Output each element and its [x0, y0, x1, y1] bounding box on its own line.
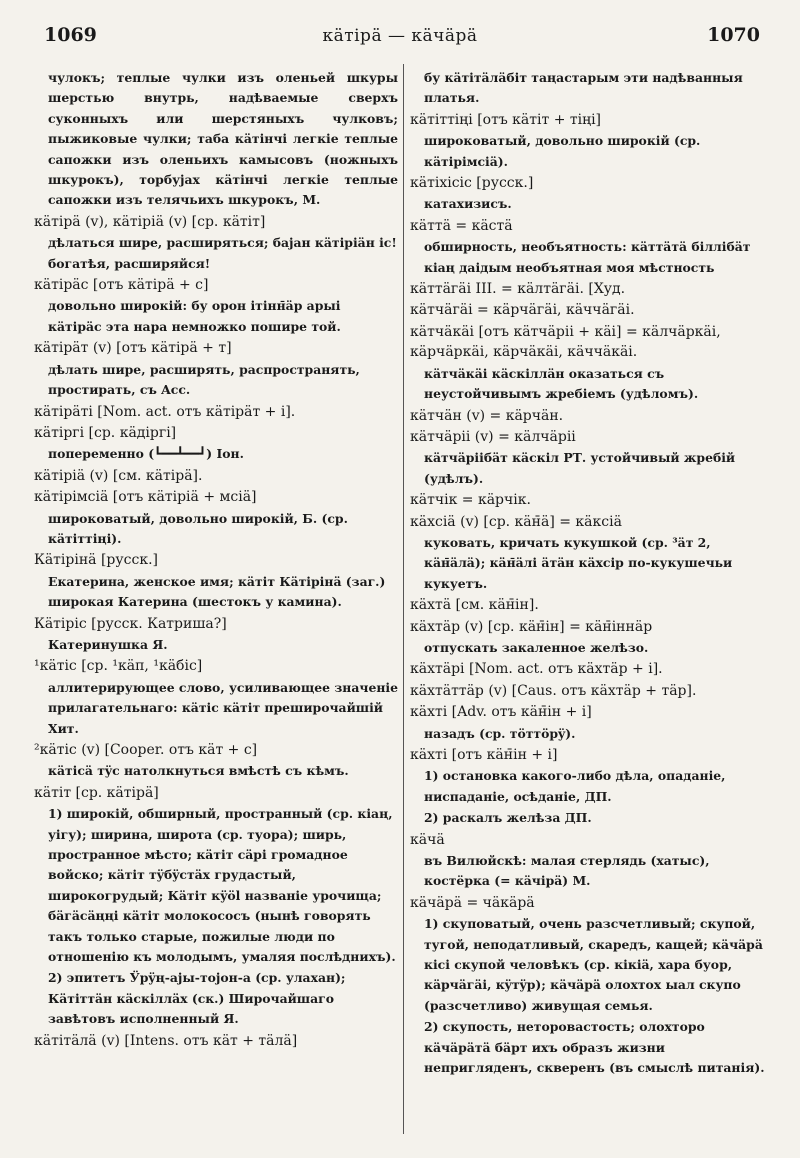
- definition-text: отпускать закаленное желѣзо.: [424, 639, 649, 655]
- headword-entry: ¹кäтiс [ср. ¹кäп, ¹кäбiс]: [34, 658, 203, 675]
- running-title: кäтiрä — кäчäрä: [322, 26, 478, 46]
- headword-entry: кäтiрäс [отъ кäтiрä + с]: [34, 277, 209, 294]
- page-number-right: 1070: [707, 24, 760, 46]
- headword-entry: кäчä: [410, 831, 445, 848]
- definition-text: дѣлаться шире, расширяться; баjан кäтiрiäн iс! богатѣя, расширяйся!: [48, 235, 397, 271]
- definition-text: катахизисъ.: [424, 196, 512, 212]
- page-header: [0, 24, 800, 54]
- definition-text: кäтчäрiiбäт кäскiл РТ. устойчивый жребiй (удѣлъ).: [424, 450, 736, 486]
- headword-entry: кäтiрäт (v) [отъ кäтiрä + т]: [34, 340, 232, 357]
- definition-text: 1) остановка какого-либо дѣла, опаданiе, ниспаданiе, осѣданiе, ДП.: [424, 768, 726, 804]
- definition-text: Екатерина, женское имя; кäтiт Кäтiрiнä (заг.) широкая Катерина (шестокъ у камина).: [48, 573, 386, 610]
- definition-text: кäтчäкäi кäскiллäн оказаться съ неустойчивымъ жребiемъ (удѣломъ).: [424, 365, 699, 402]
- headword-entry: кäхтäттäр (v) [Caus. отъ кäхтäр + тäр].: [410, 682, 697, 699]
- headword-entry: Кäтiрiнä [русск.]: [34, 552, 158, 569]
- page-number-left: 1069: [44, 24, 97, 46]
- definition-text: 2) скупость, неторовастость; олохторо кäчäрäтä бäрт ихъ образъ жизни непригляденъ, скверенъ (въ смыслѣ питанiя).: [424, 1019, 765, 1076]
- definition-text: попеременно (┗━━┻━━┛) Іон.: [48, 446, 244, 462]
- headword-entry: кäтчäкäi [отъ кäтчäрii + кäi] = кäлчäркäi, кäрчäркäi, кäрчäкäi, кäччäкäi.: [410, 323, 721, 361]
- headword-entry: кäтiрäтi [Nom. act. отъ кäтiрäт + i].: [34, 403, 296, 420]
- left-column: [34, 68, 398, 1138]
- headword-entry: кäтчiк = кäрчiк.: [410, 492, 531, 509]
- headword-entry: кäхтi [отъ кäн̄iн + i]: [410, 747, 558, 763]
- headword-entry: кäчäрä = чäкäрä: [410, 894, 535, 911]
- headword-entry: кäтiтäлä (v) [Intens. отъ кäт + тäлä]: [34, 1032, 298, 1049]
- definition-text: 2) эпитетъ Ӱрÿң-аjы-тоjон-а (ср. улахан); Кäтiттäн кäскiллäх (ск.) Широчайшаго завѣтовъ исполненный Я.: [48, 970, 346, 1027]
- definition-text: широковатый, довольно широкiй, Б. (ср. кäтiттiңi).: [48, 510, 348, 546]
- headword-entry: кäхтä [см. кäн̄iн].: [410, 597, 539, 614]
- headword-entry: ²кäтiс (v) [Cooper. отъ кäт + с]: [34, 742, 258, 758]
- definition-text: широковатый, довольно широкiй (ср. кäтiрiмсiä).: [424, 133, 701, 169]
- headword-entry: кäтiрiмсiä [отъ кäтiрiä + мсiä]: [34, 489, 257, 506]
- definition-text: довольно широкiй: бу орон iтiнн̄äр арыi кäтiрäс эта нара немножко пошире той.: [48, 298, 341, 334]
- headword-entry: кäхтäр (v) [ср. кäн̄iн] = кäн̄iннäр: [410, 618, 653, 635]
- definition-text: бу кäтiтäлäбiт таңастарым эти надѣванныя платья.: [424, 70, 743, 106]
- headword-entry: Кäтiрiс [русск. Катриша?]: [34, 615, 227, 632]
- definition-text: куковать, кричать кукушкой (ср. ³äт 2, кäн̄äлä); кäн̄äлi äтäн кäхсiр по-кукушечьи кукуетъ.: [424, 534, 733, 591]
- headword-entry: кäтiхiсiс [русск.]: [410, 175, 534, 192]
- headword-entry: кäтчäн (v) = кäрчäн.: [410, 407, 564, 424]
- right-column: [410, 68, 770, 1138]
- definition-text: 1) скуповатый, очень разсчетливый; скупой, тугой, неподатливый, скаредъ, кащей; кäчäрä кiсi скупой человѣкъ (ср. кiкiä, хара буор, кäрчäгäi, кÿтÿр); кäчäрä олохтох ыал скупо (разсчетливо) живущая семья.: [424, 916, 763, 1013]
- definition-text: 2) раскалъ желѣза ДП.: [424, 810, 592, 826]
- definition-text: дѣлать шире, расширять, распространять, простирать, съ Acc.: [48, 361, 360, 398]
- definition-text: назадъ (ср. тöттöрÿ).: [424, 725, 576, 741]
- headword-entry: кäтiт [ср. кäтiрä]: [34, 784, 159, 801]
- headword-entry: кäтiргi [ср. кäдiргi]: [34, 424, 177, 441]
- headword-entry: кäттäгäi III. = кäлтäгäi. [Худ.: [410, 281, 626, 298]
- headword-entry: кäтiрiä (v) [см. кäтiрä].: [34, 467, 203, 484]
- definition-text: кäтiсä тÿс натолкнуться вмѣстѣ съ кѣмъ.: [48, 763, 349, 779]
- column-divider: [403, 64, 404, 1134]
- definition-text: обширность, необъятность: кäттäтä бiллiбäт кiаң даiдым необъятная моя мѣстность: [424, 239, 751, 275]
- headword-entry: кäтiрä (v), кäтiрiä (v) [ср. кäтiт]: [34, 213, 266, 230]
- headword-entry: кäтчäгäi = кäрчäгäi, кäччäгäi.: [410, 302, 635, 319]
- definition-text: чулокъ; теплые чулки изъ оленьей шкуры шерстью внутрь, надѣваемые сверхъ суконныхъ или шерстяныхъ чулковъ; пыжиковые чулки; таба кäтiнчi легкiе теплые сапожки изъ оленьихъ камысовъ (ножныхъ шкурокъ), торбуjах кäтiнчi легкiе теплые сапожки изъ телячьихъ шкурокъ, М.: [48, 70, 398, 208]
- definition-text: Катеринушка Я.: [48, 636, 168, 652]
- headword-entry: кäтчäрii (v) = кäлчäрii: [410, 428, 576, 445]
- headword-entry: кäхтi [Adv. отъ кäн̄iн + i]: [410, 704, 592, 721]
- headword-entry: кäттä = кäстä: [410, 217, 513, 234]
- headword-entry: кäтiттiңi [отъ кäтiт + тiңi]: [410, 111, 602, 128]
- definition-text: въ Вилюйскѣ: малая стерлядь (хатыс), костёрка (= кäчiрä) М.: [424, 853, 710, 889]
- definition-text: аллитерирующее слово, усиливающее значенiе прилагательнаго: кäтiс кäтiт преширочайшiй Хит.: [48, 679, 398, 736]
- headword-entry: кäхсiä (v) [ср. кäн̄ä] = кäксiä: [410, 513, 622, 530]
- headword-entry: кäхтäрi [Nom. act. отъ кäхтäр + i].: [410, 661, 663, 678]
- definition-text: 1) широкiй, обширный, пространный (ср. кiаң, уiгу); ширина, широта (ср. туора); ширь, пространное мѣсто; кäтiт сäрi громадное войско; кäтiт тÿбÿстäх грудастый, широкогрудый; Кäтiт кÿöl названiе урочища; бäгäсäңңi кäтiт молокососъ (нынѣ говорять такъ только старые, пожилые люди по отношенiю къ молодымъ, умаляя послѣднихъ).: [48, 806, 396, 965]
